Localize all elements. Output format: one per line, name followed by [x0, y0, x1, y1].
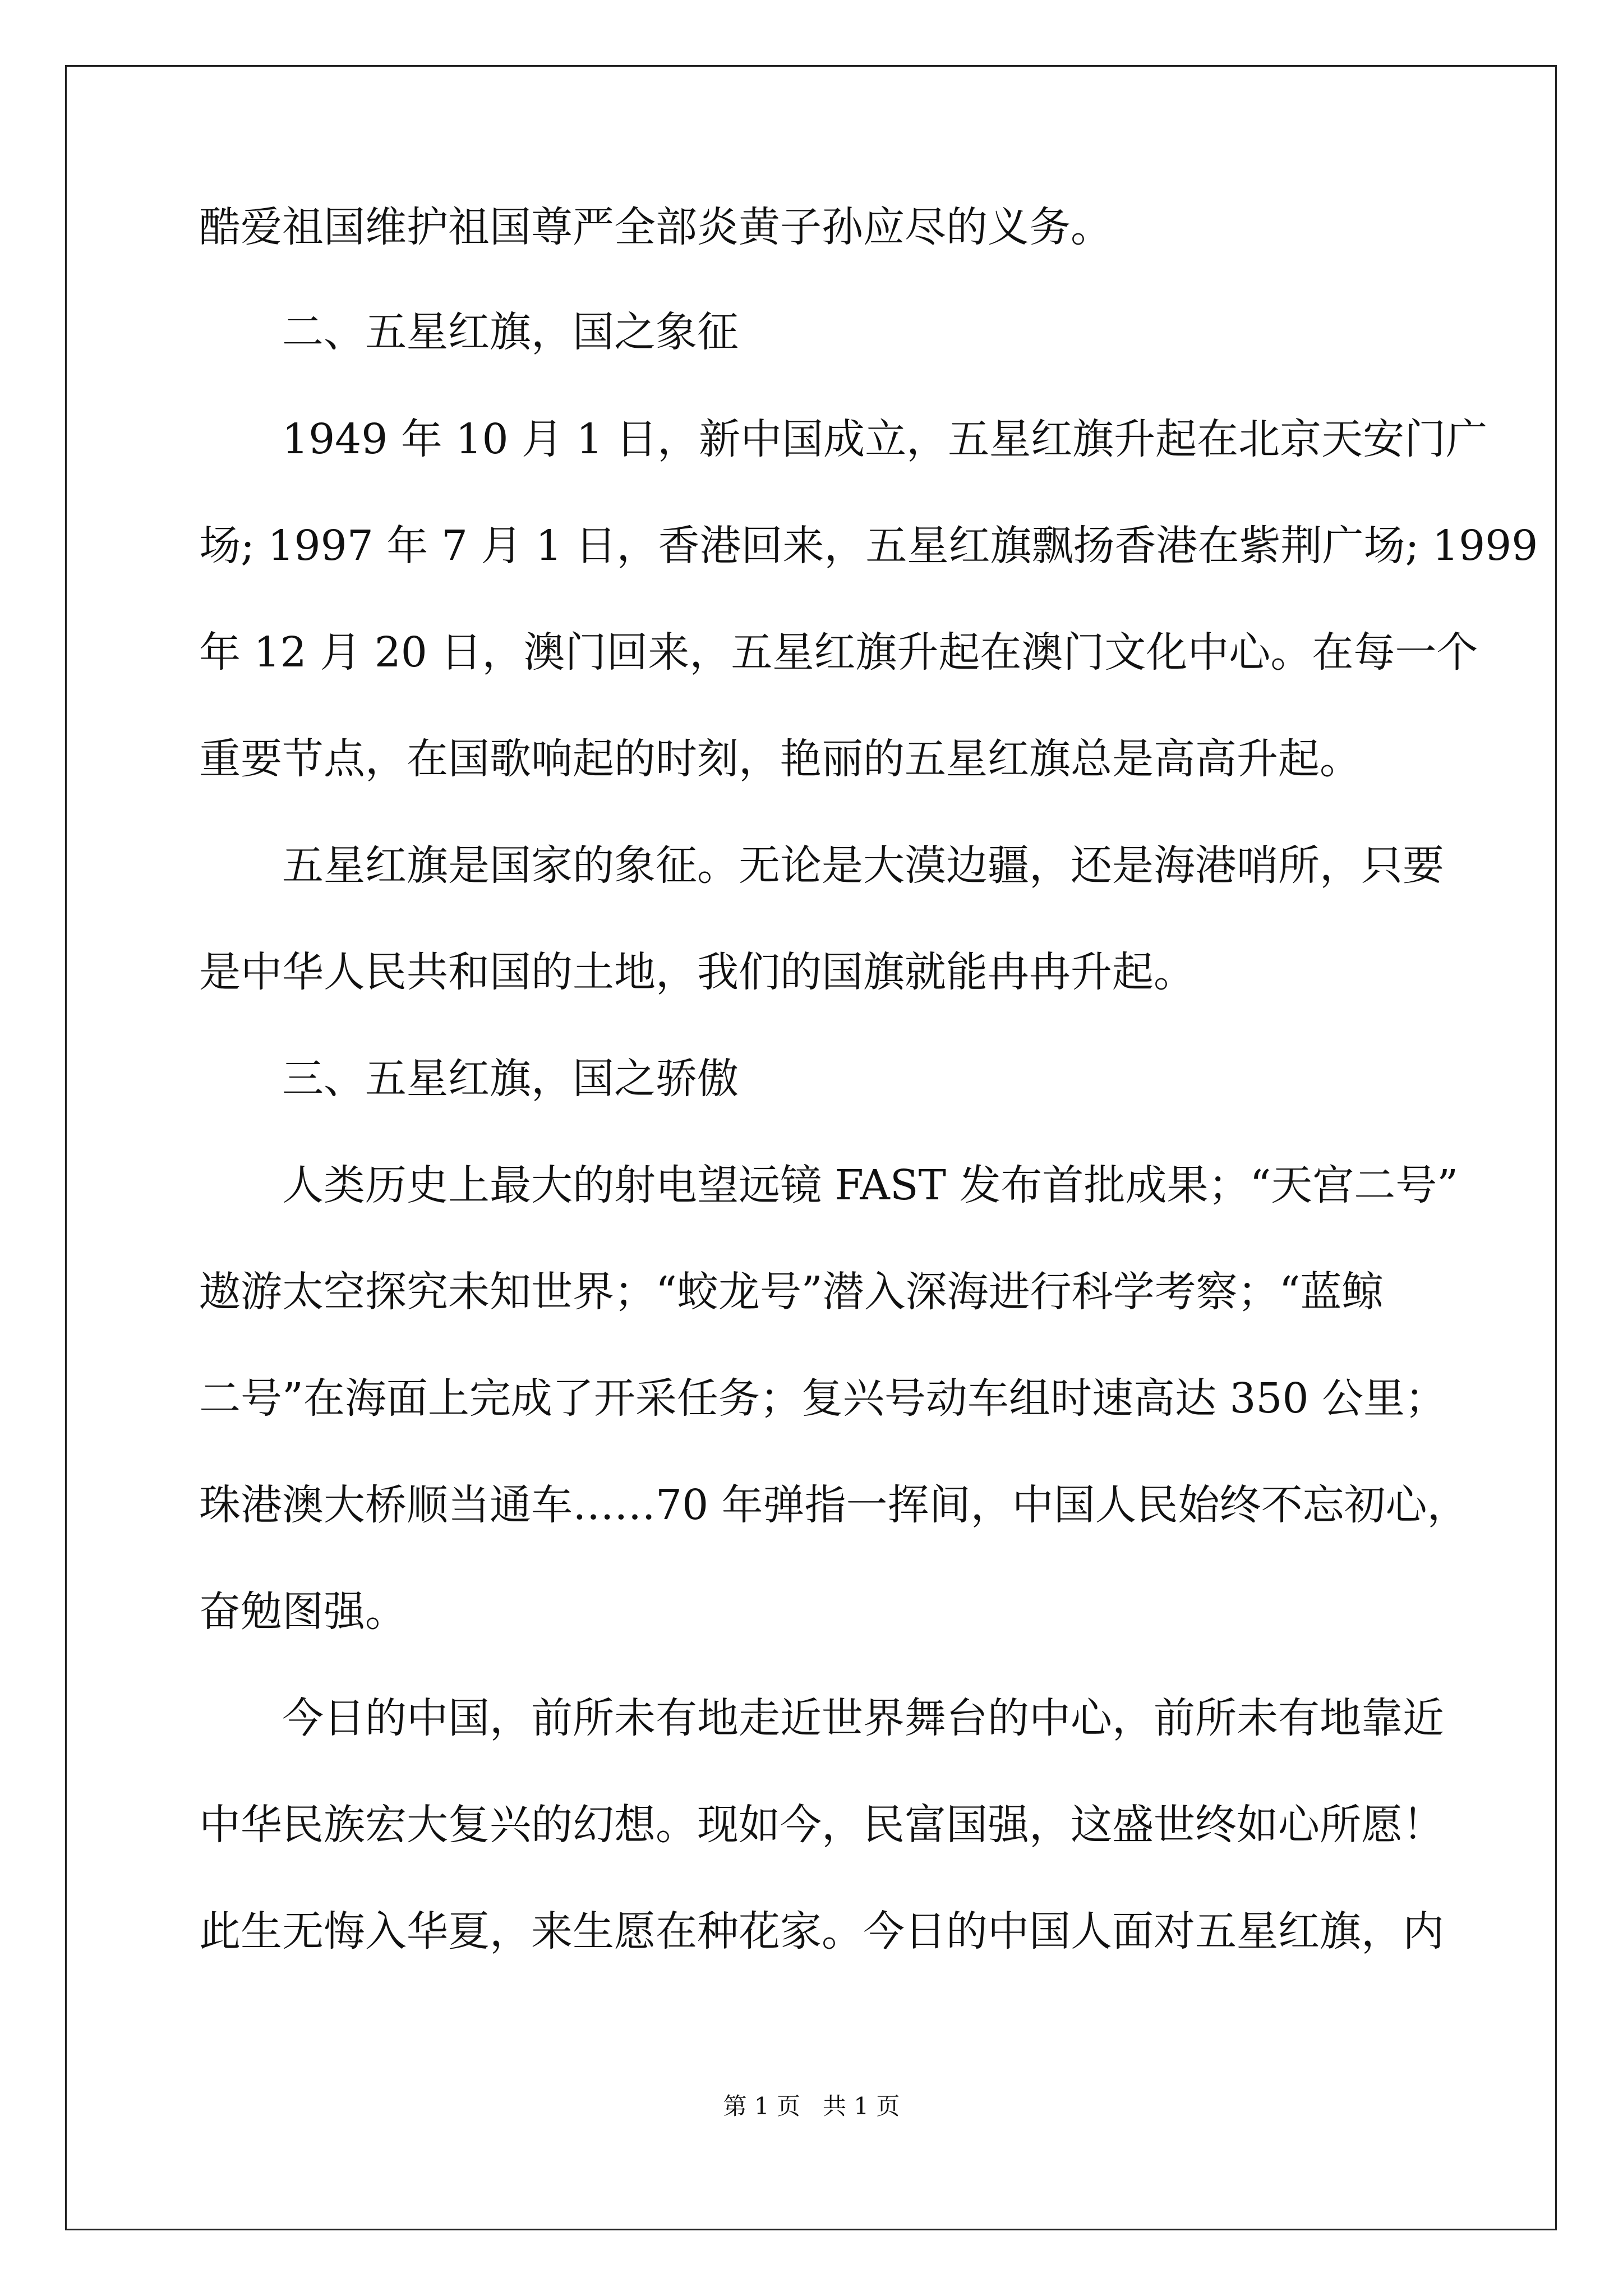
text-line: 酷爱祖国维护祖国尊严全部炎黄子孙应尽的义务。 — [199, 203, 1112, 251]
text-line: 五星红旗是国家的象征。无论是大漠边疆，还是海港哨所，只要 — [199, 841, 1444, 890]
text-line: 中华民族宏大复兴的幻想。现如今，民富国强，这盛世终如心所愿！ — [199, 1801, 1444, 1849]
text-line: 1949 年 10 月 1 日，新中国成立，五星红旗升起在北京天安门广 — [199, 415, 1488, 463]
text-line: 人类历史上最大的射电望远镜 FAST 发布首批成果；“天宫二号” — [199, 1161, 1459, 1209]
text-line: 珠港澳大桥顺当通车……70 年弹指一挥间，中国人民始终不忘初心， — [199, 1481, 1469, 1529]
page-footer — [0, 2092, 1623, 2120]
page-number: 第 1 页 — [723, 2092, 800, 2120]
text-line: 是中华人民共和国的土地，我们的国旗就能冉冉升起。 — [199, 948, 1195, 996]
text-line: 年 12 月 20 日，澳门回来，五星红旗升起在澳门文化中心。在每一个 — [199, 628, 1478, 677]
section-heading: 三、五星红旗，国之骄傲 — [199, 1055, 739, 1103]
text-line: 重要节点，在国歌响起的时刻，艳丽的五星红旗总是高高升起。 — [199, 735, 1361, 783]
text-line: 奋勉图强。 — [199, 1588, 407, 1636]
text-line: 遨游太空探究未知世界；“蛟龙号”潜入深海进行科学考察；“蓝鲸 — [199, 1268, 1384, 1316]
text-line: 今日的中国，前所未有地走近世界舞台的中心，前所未有地靠近 — [199, 1694, 1444, 1742]
text-line: 场; 1997 年 7 月 1 日，香港回来，五星红旗飘扬香港在紫荆广场; 1999 — [199, 522, 1538, 570]
section-heading: 二、五星红旗，国之象征 — [199, 308, 739, 356]
text-line: 二号”在海面上完成了开采任务；复兴号动车组时速高达 350 公里； — [199, 1374, 1447, 1423]
page-border — [65, 65, 1557, 2230]
page-total: 共 1 页 — [823, 2092, 900, 2120]
text-line: 此生无悔入华夏，来生愿在种花家。今日的中国人面对五星红旗，内 — [199, 1907, 1444, 1955]
